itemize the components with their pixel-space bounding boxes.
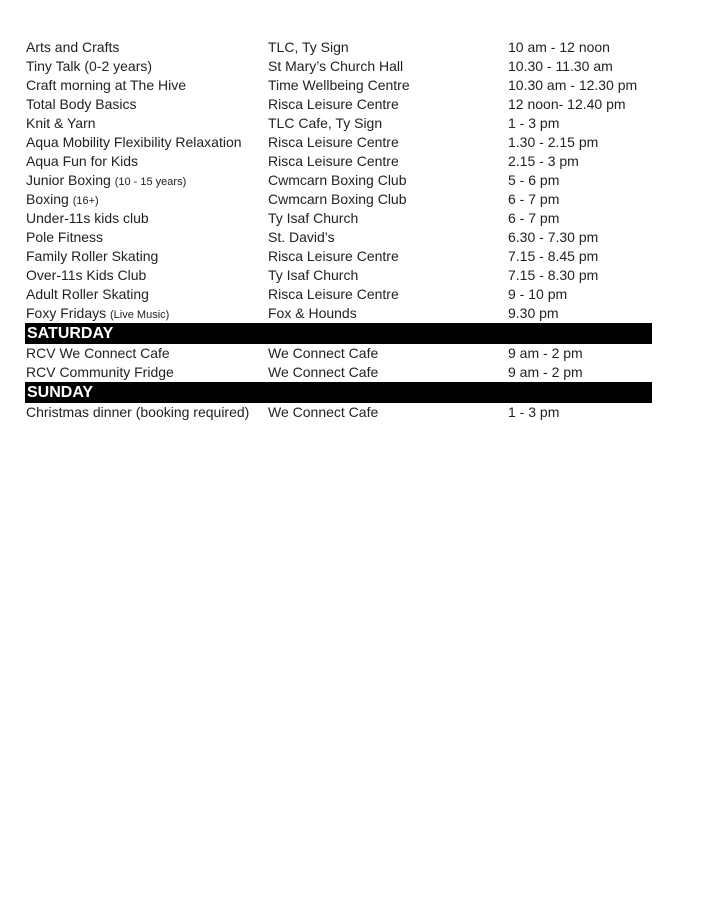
- activity-cell: [26, 38, 119, 57]
- time-cell: 12 noon- 12.40 pm: [508, 96, 626, 112]
- activity-name: Adult Roller Skating: [26, 286, 149, 302]
- venue-cell: We Connect Cafe: [268, 404, 379, 420]
- activity-name: Junior Boxing: [26, 172, 111, 188]
- schedule-row: [25, 57, 652, 76]
- schedule-row: [25, 285, 652, 304]
- activity-cell: [26, 266, 146, 285]
- venue-cell: St Mary’s Church Hall: [268, 58, 404, 74]
- activity-name: Total Body Basics: [26, 96, 137, 112]
- activity-name: Craft morning at The Hive: [26, 77, 187, 93]
- time-cell: 9 am - 2 pm: [508, 364, 583, 380]
- venue-cell: Risca Leisure Centre: [268, 286, 399, 302]
- activity-cell: [26, 190, 99, 211]
- schedule-row: [25, 190, 652, 209]
- activity-cell: [26, 209, 149, 228]
- venue-cell: St. David’s: [268, 229, 335, 245]
- activity-cell: [26, 133, 242, 152]
- time-cell: 7.15 - 8.45 pm: [508, 248, 599, 264]
- schedule-row: [25, 171, 652, 190]
- activity-name: Tiny Talk (0-2 years): [26, 58, 153, 74]
- time-cell: 9 - 10 pm: [508, 286, 568, 302]
- activity-name: Boxing: [26, 191, 69, 207]
- schedule-row: [25, 114, 652, 133]
- time-cell: 7.15 - 8.30 pm: [508, 267, 599, 283]
- time-cell: 10.30 - 11.30 am: [508, 58, 613, 74]
- time-cell: 1 - 3 pm: [508, 115, 560, 131]
- activity-cell: [26, 171, 186, 192]
- venue-cell: Ty Isaf Church: [268, 267, 359, 283]
- schedule-row: [25, 247, 652, 266]
- time-cell: 6 - 7 pm: [508, 210, 560, 226]
- venue-cell: Time Wellbeing Centre: [268, 77, 410, 93]
- activity-cell: [26, 57, 152, 76]
- activity-cell: [26, 363, 174, 382]
- day-header-saturday: SATURDAY: [25, 323, 652, 344]
- time-cell: 10.30 am - 12.30 pm: [508, 77, 638, 93]
- activity-cell: [26, 114, 96, 133]
- venue-cell: Risca Leisure Centre: [268, 248, 399, 264]
- schedule-row: [25, 209, 652, 228]
- activity-name: Pole Fitness: [26, 229, 104, 245]
- activity-note: (10 - 15 years): [114, 176, 187, 188]
- time-cell: 9.30 pm: [508, 305, 559, 321]
- activity-name: Aqua Fun for Kids: [26, 153, 139, 169]
- venue-cell: We Connect Cafe: [268, 345, 379, 361]
- schedule-row: [25, 363, 652, 382]
- schedule-row: [25, 266, 652, 285]
- time-cell: 1.30 - 2.15 pm: [508, 134, 599, 150]
- schedule-table: [25, 38, 652, 422]
- venue-cell: TLC Cafe, Ty Sign: [268, 115, 383, 131]
- time-cell: 10 am - 12 noon: [508, 39, 610, 55]
- venue-cell: Risca Leisure Centre: [268, 153, 399, 169]
- activity-cell: [26, 304, 169, 325]
- activity-note: (16+): [72, 195, 99, 207]
- venue-cell: Ty Isaf Church: [268, 210, 359, 226]
- venue-cell: Cwmcarn Boxing Club: [268, 191, 407, 207]
- activity-cell: [26, 95, 137, 114]
- activity-name: Under-11s kids club: [26, 210, 149, 226]
- venue-cell: Risca Leisure Centre: [268, 96, 399, 112]
- activity-cell: [26, 344, 170, 363]
- schedule-row: [25, 38, 652, 57]
- activity-cell: [26, 247, 158, 266]
- schedule-row: [25, 344, 652, 363]
- time-cell: 6 - 7 pm: [508, 191, 560, 207]
- activity-note: (Live Music): [110, 309, 170, 321]
- activity-name: Aqua Mobility Flexibility Relaxation: [26, 134, 242, 150]
- schedule-row: [25, 304, 652, 323]
- activity-name: Knit & Yarn: [26, 115, 96, 131]
- venue-cell: TLC, Ty Sign: [268, 39, 349, 55]
- activity-name: Arts and Crafts: [26, 39, 120, 55]
- schedule-row: [25, 133, 652, 152]
- time-cell: 2.15 - 3 pm: [508, 153, 579, 169]
- day-header-sunday: SUNDAY: [25, 382, 652, 403]
- venue-cell: Risca Leisure Centre: [268, 134, 399, 150]
- time-cell: 5 - 6 pm: [508, 172, 560, 188]
- activity-name: Over-11s Kids Club: [26, 267, 147, 283]
- activity-name: RCV Community Fridge: [26, 364, 174, 380]
- venue-cell: Fox & Hounds: [268, 305, 357, 321]
- schedule-row: [25, 95, 652, 114]
- activity-name: Christmas dinner (booking required): [26, 404, 250, 420]
- time-cell: 6.30 - 7.30 pm: [508, 229, 599, 245]
- schedule-row: [25, 403, 652, 422]
- activity-cell: [26, 228, 103, 247]
- activity-cell: [26, 403, 249, 422]
- activity-cell: [26, 285, 149, 304]
- time-cell: 1 - 3 pm: [508, 404, 560, 420]
- time-cell: 9 am - 2 pm: [508, 345, 583, 361]
- schedule-row: [25, 76, 652, 95]
- venue-cell: Cwmcarn Boxing Club: [268, 172, 407, 188]
- activity-cell: [26, 76, 186, 95]
- activity-name: RCV We Connect Cafe: [26, 345, 170, 361]
- activity-name: Family Roller Skating: [26, 248, 159, 264]
- schedule-row: [25, 228, 652, 247]
- venue-cell: We Connect Cafe: [268, 364, 379, 380]
- activity-cell: [26, 152, 138, 171]
- schedule-row: [25, 152, 652, 171]
- activity-name: Foxy Fridays: [26, 305, 107, 321]
